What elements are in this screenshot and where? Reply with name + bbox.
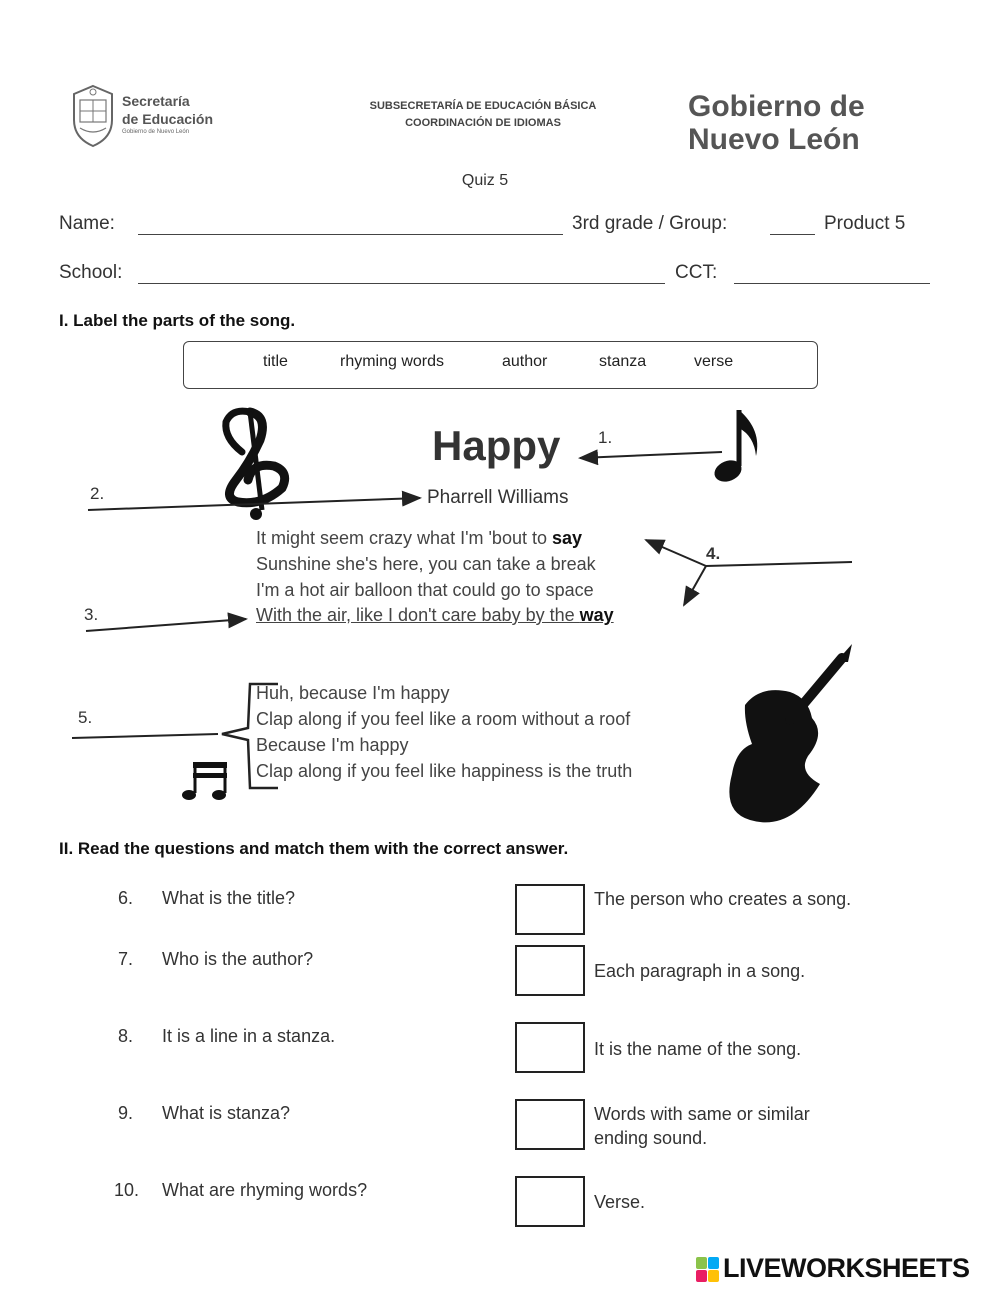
stanza1-line-3: I'm a hot air balloon that could go to space [256,580,594,600]
question-number: 10. [114,1180,140,1200]
question-text: What is the title? [162,888,296,908]
stanza2-line-4: Clap along if you feel like happiness is the truth [256,761,633,781]
label-1: 1. [598,428,613,447]
song-artist: Pharrell Williams [427,487,569,508]
question-number: 8. [118,1026,134,1046]
stanza2-line-2: Clap along if you feel like a room without a roof [256,709,631,729]
state-crest-icon [68,84,118,148]
quiz-label: Quiz 5 [461,172,509,189]
stanza1-line-2: Sunshine she's here, you can take a break [256,554,596,574]
answer-option: The person who creates a song. [594,889,852,909]
answer-box-6[interactable] [515,884,585,935]
question-number: 7. [118,949,134,969]
word-bank-item[interactable]: verse [694,353,734,370]
subsecretaria-heading: SUBSECRETARÍA DE EDUCACIÓN BÁSICA [369,100,597,112]
stanza2-line-3: Because I'm happy [256,735,409,755]
label-2: 2. [90,484,105,503]
answer-option: Words with same or similar ending sound. [594,1104,810,1148]
answer-box-10[interactable] [515,1176,585,1227]
answer-option: Verse. [594,1192,646,1212]
brand-text: LIVEWORKSHEETS [723,1253,970,1283]
section-2-title: II. Read the questions and match them with the correct answer. [59,839,569,858]
answer-box-7[interactable] [515,945,585,996]
product-label: Product 5 [824,213,906,234]
secretaria-logo [68,84,228,150]
gov-line-1: Gobierno de [688,90,865,123]
grade-group-label: 3rd grade / Group: [572,213,728,234]
lyric-text: With the air, like I don't care baby by the [256,605,580,625]
name-label: Name: [59,213,115,234]
question-text: Who is the author? [162,949,314,969]
question-text: What are rhyming words? [162,1180,368,1200]
electric-guitar-icon [729,644,852,822]
gobierno-logo [688,90,865,156]
question-text: It is a line in a stanza. [162,1026,336,1046]
rhyme-word: way [579,605,614,625]
word-bank-item[interactable]: rhyming words [340,353,445,370]
stanza1-line-1 [256,528,582,549]
header-center [330,98,636,132]
label-5: 5. [78,708,93,727]
school-input-line[interactable] [138,282,665,284]
school-label: School: [59,262,123,283]
logo-line-1: Secretaría [122,93,190,109]
label-4: 4. [706,544,721,563]
cct-input-line[interactable] [734,282,930,284]
question-number: 9. [118,1103,134,1123]
group-input-line[interactable] [770,233,815,235]
label-3: 3. [84,605,99,624]
word-bank-item[interactable]: stanza [599,353,647,370]
stanza2-line-1: Huh, because I'm happy [256,683,450,703]
question-number: 6. [118,888,134,908]
name-input-line[interactable] [138,233,563,235]
gov-line-2: Nuevo León [688,123,860,156]
beamed-notes-icon [182,762,227,800]
question-text: What is stanza? [162,1103,291,1123]
cct-label: CCT: [675,262,718,283]
coordinacion-heading: COORDINACIÓN DE IDIOMAS [405,117,561,129]
song-title: Happy [432,422,561,469]
word-bank-item[interactable]: title [263,353,288,370]
rhyme-word: say [551,528,583,548]
liveworksheets-logo-icon [696,1257,720,1283]
eighth-note-icon [711,410,757,486]
answer-option: It is the name of the song. [594,1039,802,1059]
stanza1-line-4 [256,605,614,626]
logo-line-2: de Educación [122,111,214,127]
word-bank [183,341,818,389]
section-1-title: I. Label the parts of the song. [59,311,296,330]
answer-box-9[interactable] [515,1099,585,1150]
answer-option: Each paragraph in a song. [594,961,806,981]
answer-box-8[interactable] [515,1022,585,1073]
word-bank-item[interactable]: author [502,353,548,370]
lyric-text: It might seem crazy what I'm 'bout to [256,528,552,548]
logo-line-3: Gobierno de Nuevo León [122,129,190,135]
